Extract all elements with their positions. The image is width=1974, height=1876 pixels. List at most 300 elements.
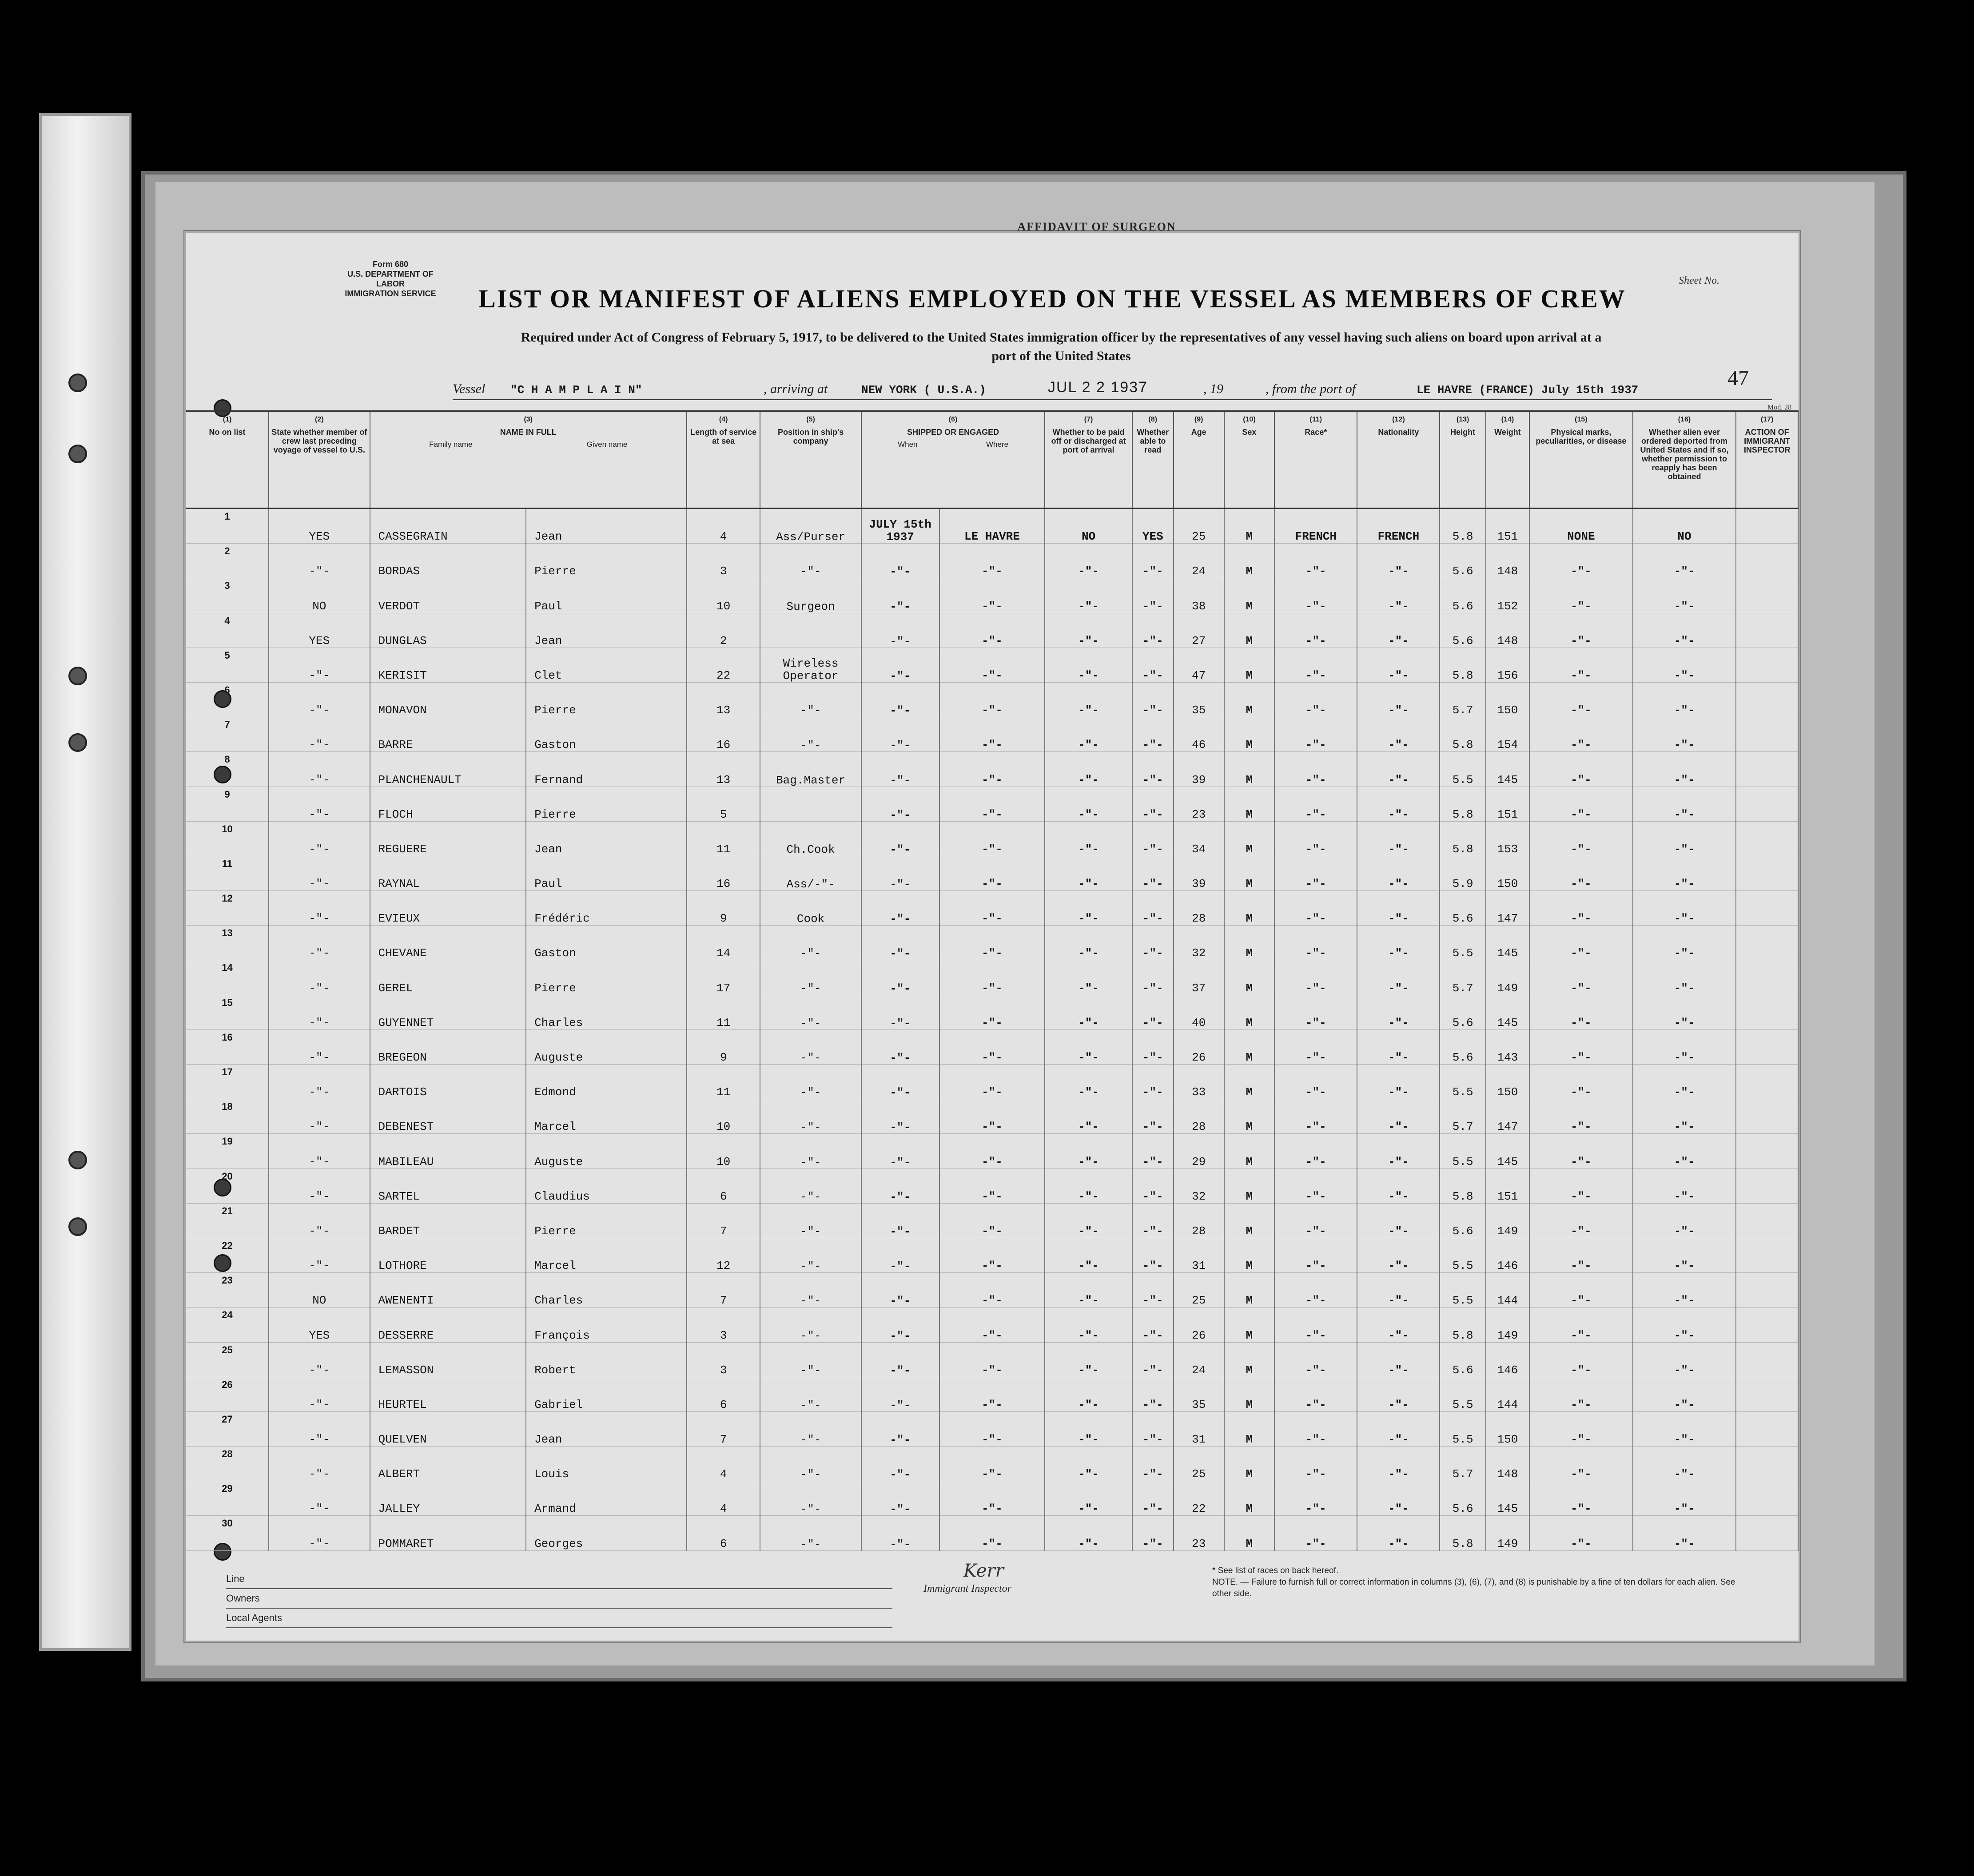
- col-header-height: (13) Height: [1440, 411, 1485, 509]
- nationality-cell: -"-: [1357, 613, 1440, 648]
- inspector-signature: Kerr: [963, 1561, 1004, 1581]
- paid-off-cell: -"-: [1045, 1447, 1132, 1481]
- shipped-where-cell: -"-: [939, 1169, 1045, 1203]
- physical-marks-cell: -"-: [1529, 682, 1633, 717]
- race-cell: -"-: [1274, 1203, 1357, 1238]
- service-length-cell: 7: [687, 1203, 760, 1238]
- weight-cell: 145: [1486, 995, 1529, 1029]
- weight-cell: 149: [1486, 1203, 1529, 1238]
- given-name-cell: Auguste: [526, 1029, 687, 1064]
- shipped-where-cell: -"-: [939, 1273, 1045, 1308]
- table-row: [186, 926, 1798, 960]
- affidavit-header: AFFIDAVIT OF SURGEON: [1017, 220, 1176, 233]
- service-length-cell: 17: [687, 960, 760, 995]
- inspector-action-cell: [1736, 821, 1798, 856]
- shipped-when-cell: -"-: [861, 1342, 939, 1377]
- previous-voyage-cell: YES: [269, 613, 370, 648]
- sex-cell: M: [1224, 1342, 1275, 1377]
- service-length-cell: 10: [687, 1099, 760, 1134]
- age-cell: 39: [1174, 752, 1224, 787]
- height-cell: 5.8: [1440, 1516, 1485, 1550]
- inspector-action-cell: [1736, 1481, 1798, 1516]
- shipped-when-cell: -"-: [861, 682, 939, 717]
- form-department: U.S. DEPARTMENT OF LABOR: [347, 270, 434, 288]
- inspector-action-cell: [1736, 1029, 1798, 1064]
- shipped-where-cell: -"-: [939, 1342, 1045, 1377]
- position-cell: Ch.Cook: [760, 821, 861, 856]
- family-name-cell: EVIEUX: [370, 891, 526, 926]
- race-cell: -"-: [1274, 787, 1357, 821]
- footer-agents-label: Local Agents: [226, 1609, 892, 1628]
- able-to-read-cell: -"-: [1132, 1308, 1174, 1342]
- shipped-where-cell: -"-: [939, 1029, 1045, 1064]
- deported-cell: -"-: [1633, 648, 1736, 682]
- shipped-when-cell: -"-: [861, 578, 939, 613]
- age-cell: 38: [1174, 578, 1224, 613]
- paid-off-cell: -"-: [1045, 1238, 1132, 1272]
- shipped-where-cell: -"-: [939, 1065, 1045, 1099]
- given-name-cell: Louis: [526, 1447, 687, 1481]
- race-cell: -"-: [1274, 1447, 1357, 1481]
- nationality-cell: -"-: [1357, 1169, 1440, 1203]
- able-to-read-cell: -"-: [1132, 1447, 1174, 1481]
- paid-off-cell: NO: [1045, 509, 1132, 544]
- row-number: 22: [186, 1238, 269, 1272]
- paid-off-cell: -"-: [1045, 995, 1132, 1029]
- weight-cell: 154: [1486, 717, 1529, 752]
- family-name-cell: BREGEON: [370, 1029, 526, 1064]
- race-cell: -"-: [1274, 578, 1357, 613]
- shipped-when-cell: -"-: [861, 960, 939, 995]
- weight-cell: 150: [1486, 682, 1529, 717]
- previous-voyage-cell: -"-: [269, 1342, 370, 1377]
- sex-cell: M: [1224, 613, 1275, 648]
- position-cell: -"-: [760, 1481, 861, 1516]
- given-name-cell: Auguste: [526, 1134, 687, 1169]
- previous-voyage-cell: -"-: [269, 926, 370, 960]
- sheet-number-label: Sheet No.: [1679, 275, 1719, 286]
- able-to-read-cell: -"-: [1132, 682, 1174, 717]
- nationality-cell: -"-: [1357, 1516, 1440, 1550]
- nationality-cell: -"-: [1357, 926, 1440, 960]
- race-cell: -"-: [1274, 1273, 1357, 1308]
- height-cell: 5.5: [1440, 752, 1485, 787]
- age-cell: 32: [1174, 1169, 1224, 1203]
- service-length-cell: 3: [687, 1342, 760, 1377]
- table-row: [186, 1377, 1798, 1411]
- table-row: [186, 891, 1798, 926]
- inspector-action-cell: [1736, 995, 1798, 1029]
- race-cell: -"-: [1274, 1099, 1357, 1134]
- table-row: [186, 1134, 1798, 1169]
- physical-marks-cell: -"-: [1529, 544, 1633, 578]
- col-header-weight: (14) Weight: [1486, 411, 1529, 509]
- col-header-no: (1) No on list: [186, 411, 269, 509]
- nationality-cell: -"-: [1357, 821, 1440, 856]
- deported-cell: -"-: [1633, 717, 1736, 752]
- service-length-cell: 14: [687, 926, 760, 960]
- col-header-position: (5) Position in ship's company: [760, 411, 861, 509]
- inspector-action-cell: [1736, 752, 1798, 787]
- height-cell: 5.9: [1440, 856, 1485, 890]
- row-number: 5: [186, 648, 269, 682]
- paid-off-cell: -"-: [1045, 821, 1132, 856]
- given-name-cell: Pierre: [526, 787, 687, 821]
- able-to-read-cell: -"-: [1132, 1238, 1174, 1272]
- physical-marks-cell: -"-: [1529, 752, 1633, 787]
- previous-voyage-cell: -"-: [269, 1377, 370, 1411]
- row-number: 16: [186, 1029, 269, 1064]
- paid-off-cell: -"-: [1045, 1029, 1132, 1064]
- height-cell: 5.6: [1440, 613, 1485, 648]
- race-cell: -"-: [1274, 544, 1357, 578]
- position-cell: -"-: [760, 960, 861, 995]
- position-cell: -"-: [760, 1377, 861, 1411]
- inspector-action-cell: [1736, 1342, 1798, 1377]
- sex-cell: M: [1224, 821, 1275, 856]
- table-row: [186, 578, 1798, 613]
- deported-cell: -"-: [1633, 1203, 1736, 1238]
- row-number: 1: [186, 509, 269, 544]
- age-cell: 47: [1174, 648, 1224, 682]
- family-name-cell: PLANCHENAULT: [370, 752, 526, 787]
- service-length-cell: 6: [687, 1516, 760, 1550]
- page-number: 47: [1727, 366, 1749, 390]
- paid-off-cell: -"-: [1045, 1169, 1132, 1203]
- shipped-when-cell: -"-: [861, 1099, 939, 1134]
- sex-cell: M: [1224, 578, 1275, 613]
- able-to-read-cell: -"-: [1132, 544, 1174, 578]
- family-name-cell: POMMARET: [370, 1516, 526, 1550]
- footer-owners-label: Owners: [226, 1589, 892, 1609]
- shipped-where-cell: -"-: [939, 717, 1045, 752]
- physical-marks-cell: -"-: [1529, 717, 1633, 752]
- sex-cell: M: [1224, 648, 1275, 682]
- previous-voyage-cell: -"-: [269, 1029, 370, 1064]
- height-cell: 5.5: [1440, 926, 1485, 960]
- position-cell: -"-: [760, 1516, 861, 1550]
- age-cell: 46: [1174, 717, 1224, 752]
- col-header-marks: (15) Physical marks, peculiarities, or disease: [1529, 411, 1633, 509]
- family-name-cell: HEURTEL: [370, 1377, 526, 1411]
- table-row: [186, 1273, 1798, 1308]
- position-cell: -"-: [760, 1447, 861, 1481]
- sex-cell: M: [1224, 509, 1275, 544]
- shipped-when-cell: -"-: [861, 787, 939, 821]
- inspector-action-cell: [1736, 613, 1798, 648]
- inspector-action-cell: [1736, 1411, 1798, 1446]
- family-name-cell: REGUERE: [370, 821, 526, 856]
- col-header-deported: (16) Whether alien ever ordered deported from United States and if so, whether permission to reapply has been obtained: [1633, 411, 1736, 509]
- able-to-read-cell: -"-: [1132, 995, 1174, 1029]
- shipped-when-cell: -"-: [861, 752, 939, 787]
- given-name-cell: Jean: [526, 613, 687, 648]
- race-cell: -"-: [1274, 1029, 1357, 1064]
- race-cell: -"-: [1274, 1516, 1357, 1550]
- able-to-read-cell: -"-: [1132, 1029, 1174, 1064]
- nationality-cell: -"-: [1357, 960, 1440, 995]
- shipped-where-cell: -"-: [939, 926, 1045, 960]
- row-number: 13: [186, 926, 269, 960]
- nationality-cell: -"-: [1357, 995, 1440, 1029]
- inspector-action-cell: [1736, 787, 1798, 821]
- inspector-action-cell: [1736, 682, 1798, 717]
- age-cell: 31: [1174, 1411, 1224, 1446]
- previous-voyage-cell: -"-: [269, 960, 370, 995]
- paid-off-cell: -"-: [1045, 1134, 1132, 1169]
- deported-cell: -"-: [1633, 613, 1736, 648]
- deported-cell: -"-: [1633, 1481, 1736, 1516]
- col-header-nationality: (12) Nationality: [1357, 411, 1440, 509]
- paid-off-cell: -"-: [1045, 1065, 1132, 1099]
- nationality-cell: -"-: [1357, 856, 1440, 890]
- previous-voyage-cell: -"-: [269, 1065, 370, 1099]
- table-row: [186, 613, 1798, 648]
- family-name-cell: DEBENEST: [370, 1099, 526, 1134]
- previous-voyage-cell: -"-: [269, 821, 370, 856]
- weight-cell: 151: [1486, 787, 1529, 821]
- sub-header-given: Given name: [586, 440, 628, 449]
- previous-voyage-cell: -"-: [269, 1481, 370, 1516]
- age-cell: 37: [1174, 960, 1224, 995]
- shipped-where-cell: -"-: [939, 613, 1045, 648]
- shipped-when-cell: -"-: [861, 1065, 939, 1099]
- inspector-action-cell: [1736, 856, 1798, 890]
- physical-marks-cell: -"-: [1529, 578, 1633, 613]
- inspector-action-cell: [1736, 509, 1798, 544]
- height-cell: 5.5: [1440, 1273, 1485, 1308]
- physical-marks-cell: -"-: [1529, 1273, 1633, 1308]
- service-length-cell: 13: [687, 752, 760, 787]
- physical-marks-cell: -"-: [1529, 1342, 1633, 1377]
- race-cell: -"-: [1274, 1065, 1357, 1099]
- sex-cell: M: [1224, 1238, 1275, 1272]
- footer-signature-block: [226, 1570, 892, 1628]
- shipped-where-cell: -"-: [939, 1134, 1045, 1169]
- shipped-when-cell: -"-: [861, 856, 939, 890]
- previous-voyage-cell: -"-: [269, 1203, 370, 1238]
- age-cell: 23: [1174, 787, 1224, 821]
- service-length-cell: 10: [687, 1134, 760, 1169]
- previous-voyage-cell: -"-: [269, 1099, 370, 1134]
- arriving-port: NEW YORK ( U.S.A.): [861, 383, 986, 397]
- height-cell: 5.6: [1440, 544, 1485, 578]
- inspector-action-cell: [1736, 1516, 1798, 1550]
- table-row: [186, 1516, 1798, 1550]
- race-note: * See list of races on back hereof.: [1212, 1566, 1339, 1575]
- sex-cell: M: [1224, 1203, 1275, 1238]
- physical-marks-cell: -"-: [1529, 995, 1633, 1029]
- position-cell: -"-: [760, 995, 861, 1029]
- inspector-action-cell: [1736, 544, 1798, 578]
- shipped-when-cell: -"-: [861, 1029, 939, 1064]
- deported-cell: -"-: [1633, 787, 1736, 821]
- sex-cell: M: [1224, 995, 1275, 1029]
- physical-marks-cell: -"-: [1529, 1377, 1633, 1411]
- physical-marks-cell: -"-: [1529, 1029, 1633, 1064]
- physical-marks-cell: -"-: [1529, 1169, 1633, 1203]
- age-cell: 28: [1174, 1099, 1224, 1134]
- given-name-cell: Jean: [526, 509, 687, 544]
- side-binding-strip: [39, 113, 131, 1651]
- position-cell: [760, 787, 861, 821]
- paid-off-cell: -"-: [1045, 682, 1132, 717]
- col-header-shipped: (6) SHIPPED OR ENGAGED When Where: [861, 411, 1045, 509]
- deported-cell: -"-: [1633, 995, 1736, 1029]
- shipped-where-cell: -"-: [939, 821, 1045, 856]
- weight-cell: 153: [1486, 821, 1529, 856]
- form-number: Form 680: [372, 260, 409, 269]
- year-label: , 19: [1203, 382, 1223, 396]
- footer-line-label: Line: [226, 1570, 892, 1589]
- able-to-read-cell: -"-: [1132, 717, 1174, 752]
- service-length-cell: 9: [687, 891, 760, 926]
- given-name-cell: Pierre: [526, 682, 687, 717]
- family-name-cell: BARDET: [370, 1203, 526, 1238]
- sex-cell: M: [1224, 856, 1275, 890]
- shipped-where-cell: -"-: [939, 1238, 1045, 1272]
- paid-off-cell: -"-: [1045, 1377, 1132, 1411]
- given-name-cell: Gabriel: [526, 1377, 687, 1411]
- nationality-cell: FRENCH: [1357, 509, 1440, 544]
- previous-voyage-cell: -"-: [269, 717, 370, 752]
- able-to-read-cell: -"-: [1132, 752, 1174, 787]
- col-header-read: (8) Whether able to read: [1132, 411, 1174, 509]
- given-name-cell: François: [526, 1308, 687, 1342]
- given-name-cell: Gaston: [526, 926, 687, 960]
- race-cell: -"-: [1274, 1169, 1357, 1203]
- paid-off-cell: -"-: [1045, 1516, 1132, 1550]
- given-name-cell: Charles: [526, 1273, 687, 1308]
- table-row: [186, 544, 1798, 578]
- paid-off-cell: -"-: [1045, 926, 1132, 960]
- physical-marks-cell: -"-: [1529, 613, 1633, 648]
- height-cell: 5.7: [1440, 1447, 1485, 1481]
- row-number: 14: [186, 960, 269, 995]
- height-cell: 5.8: [1440, 648, 1485, 682]
- family-name-cell: VERDOT: [370, 578, 526, 613]
- position-cell: -"-: [760, 1203, 861, 1238]
- age-cell: 35: [1174, 682, 1224, 717]
- weight-cell: 151: [1486, 509, 1529, 544]
- service-length-cell: 4: [687, 1481, 760, 1516]
- age-cell: 23: [1174, 1516, 1224, 1550]
- inspector-action-cell: [1736, 1065, 1798, 1099]
- weight-cell: 148: [1486, 544, 1529, 578]
- age-cell: 28: [1174, 891, 1224, 926]
- family-name-cell: DESSERRE: [370, 1308, 526, 1342]
- nationality-cell: -"-: [1357, 787, 1440, 821]
- paid-off-cell: -"-: [1045, 648, 1132, 682]
- inspector-action-cell: [1736, 1273, 1798, 1308]
- sub-header-when: When: [898, 440, 918, 449]
- service-length-cell: 7: [687, 1411, 760, 1446]
- paid-off-cell: -"-: [1045, 613, 1132, 648]
- table-row: [186, 1308, 1798, 1342]
- family-name-cell: JALLEY: [370, 1481, 526, 1516]
- table-header-row: [186, 411, 1798, 509]
- service-length-cell: 22: [687, 648, 760, 682]
- age-cell: 25: [1174, 1447, 1224, 1481]
- weight-cell: 150: [1486, 856, 1529, 890]
- given-name-cell: Clet: [526, 648, 687, 682]
- height-cell: 5.8: [1440, 787, 1485, 821]
- able-to-read-cell: -"-: [1132, 648, 1174, 682]
- paid-off-cell: -"-: [1045, 752, 1132, 787]
- shipped-when-cell: -"-: [861, 544, 939, 578]
- deported-cell: -"-: [1633, 1238, 1736, 1272]
- inspector-action-cell: [1736, 926, 1798, 960]
- height-cell: 5.5: [1440, 1238, 1485, 1272]
- arrival-date-stamp: JUL 2 2 1937: [1048, 379, 1148, 396]
- previous-voyage-cell: -"-: [269, 1411, 370, 1446]
- paid-off-cell: -"-: [1045, 1411, 1132, 1446]
- nationality-cell: -"-: [1357, 891, 1440, 926]
- inspector-action-cell: [1736, 1238, 1798, 1272]
- shipped-where-cell: -"-: [939, 995, 1045, 1029]
- paid-off-cell: -"-: [1045, 578, 1132, 613]
- family-name-cell: ALBERT: [370, 1447, 526, 1481]
- table-row: [186, 717, 1798, 752]
- inspector-action-cell: [1736, 891, 1798, 926]
- table-row: [186, 1099, 1798, 1134]
- sex-cell: M: [1224, 1447, 1275, 1481]
- race-cell: -"-: [1274, 648, 1357, 682]
- previous-voyage-cell: -"-: [269, 995, 370, 1029]
- sex-cell: M: [1224, 682, 1275, 717]
- family-name-cell: QUELVEN: [370, 1411, 526, 1446]
- shipped-when-cell: -"-: [861, 1377, 939, 1411]
- service-length-cell: 16: [687, 856, 760, 890]
- sex-cell: M: [1224, 1273, 1275, 1308]
- sex-cell: M: [1224, 1308, 1275, 1342]
- sex-cell: M: [1224, 926, 1275, 960]
- race-cell: -"-: [1274, 717, 1357, 752]
- nationality-cell: -"-: [1357, 682, 1440, 717]
- shipped-when-cell: -"-: [861, 1238, 939, 1272]
- position-cell: Bag.Master: [760, 752, 861, 787]
- previous-voyage-cell: -"-: [269, 1447, 370, 1481]
- deported-cell: -"-: [1633, 1516, 1736, 1550]
- deported-cell: -"-: [1633, 578, 1736, 613]
- given-name-cell: Jean: [526, 1411, 687, 1446]
- penalty-note: NOTE. — Failure to furnish full or correct information in columns (3), (6), (7), and (8) is punishable by a fine of ten dollars for each alien. See other side.: [1212, 1578, 1735, 1598]
- row-number: 20: [186, 1169, 269, 1203]
- sex-cell: M: [1224, 544, 1275, 578]
- height-cell: 5.5: [1440, 1411, 1485, 1446]
- position-cell: -"-: [760, 1342, 861, 1377]
- row-number: 27: [186, 1411, 269, 1446]
- able-to-read-cell: -"-: [1132, 856, 1174, 890]
- given-name-cell: Paul: [526, 578, 687, 613]
- able-to-read-cell: -"-: [1132, 613, 1174, 648]
- weight-cell: 144: [1486, 1377, 1529, 1411]
- position-cell: -"-: [760, 1238, 861, 1272]
- deported-cell: -"-: [1633, 960, 1736, 995]
- physical-marks-cell: -"-: [1529, 1203, 1633, 1238]
- table-row: [186, 1411, 1798, 1446]
- weight-cell: 147: [1486, 891, 1529, 926]
- binding-hole: [68, 733, 87, 752]
- able-to-read-cell: -"-: [1132, 1481, 1174, 1516]
- family-name-cell: CASSEGRAIN: [370, 509, 526, 544]
- given-name-cell: Marcel: [526, 1238, 687, 1272]
- family-name-cell: LEMASSON: [370, 1342, 526, 1377]
- row-number: 4: [186, 613, 269, 648]
- paid-off-cell: -"-: [1045, 891, 1132, 926]
- shipped-where-cell: -"-: [939, 1099, 1045, 1134]
- age-cell: 22: [1174, 1481, 1224, 1516]
